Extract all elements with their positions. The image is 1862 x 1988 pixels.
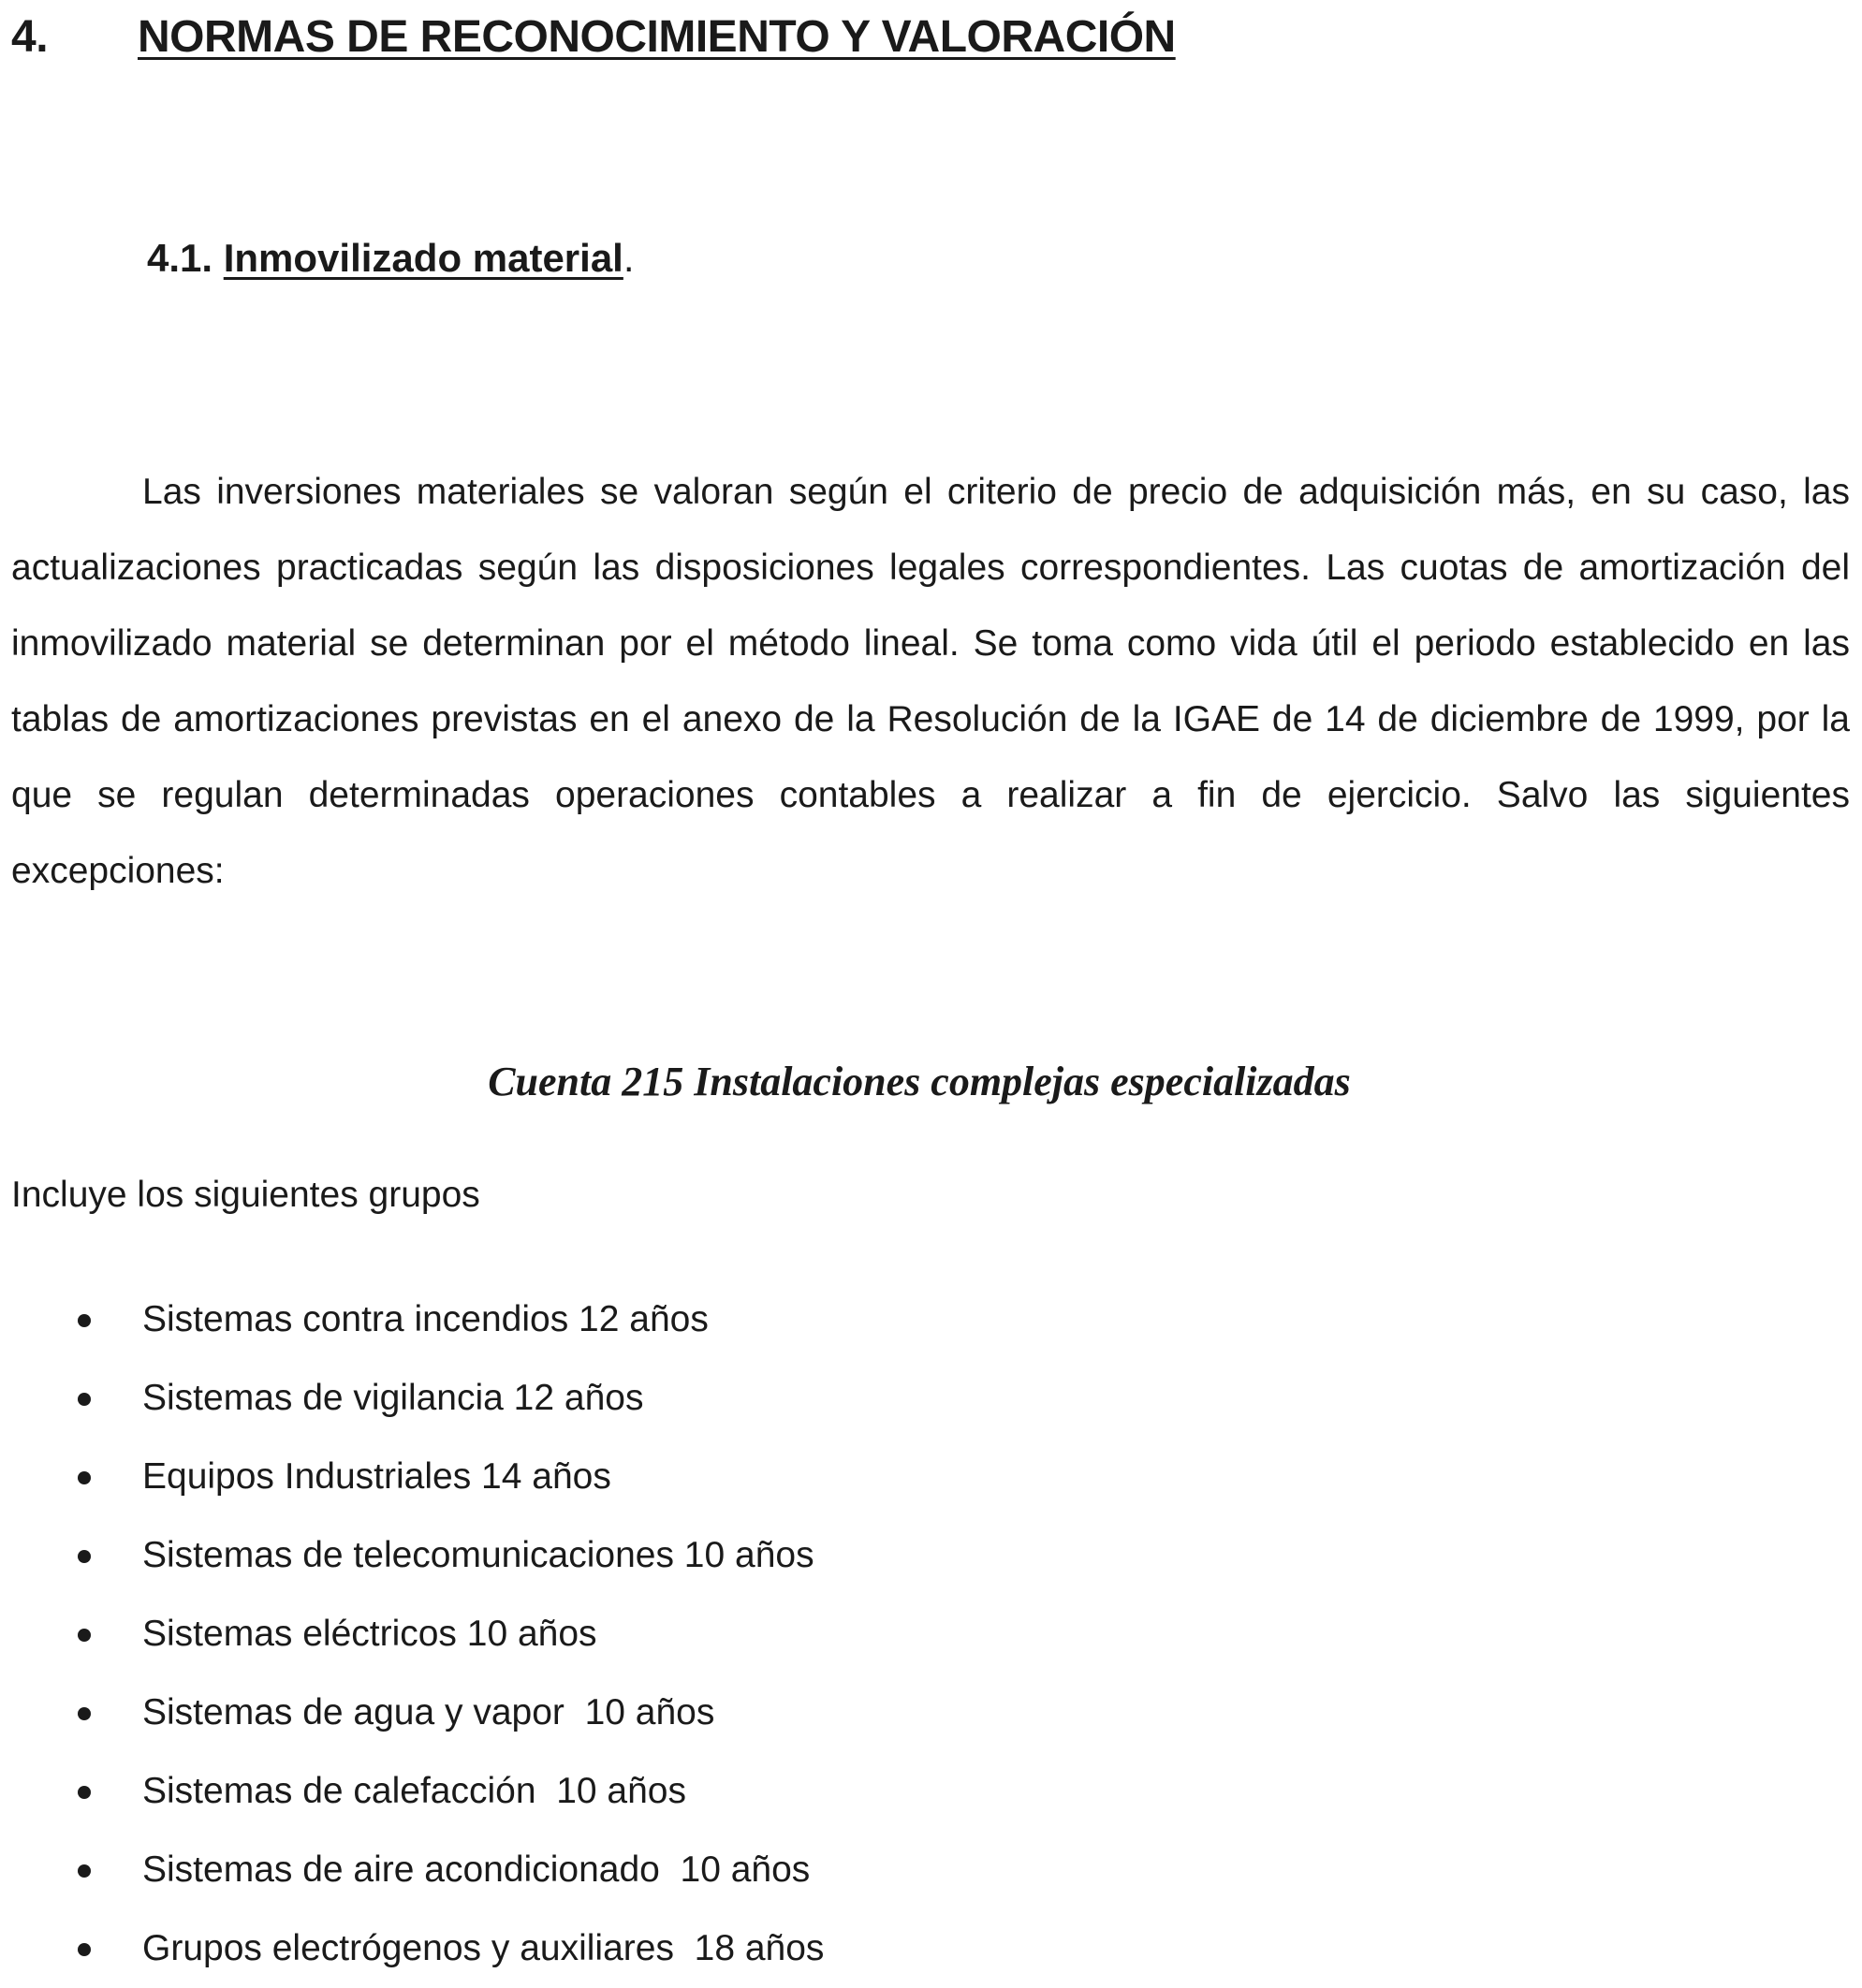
bullet-icon (78, 1471, 91, 1484)
list-item-text: Sistemas de calefacción 10 años (142, 1771, 687, 1811)
list-item-text: Sistemas contra incendios 12 años (142, 1299, 709, 1339)
list-item-text: Sistemas de aire acondicionado 10 años (142, 1849, 811, 1890)
list-item-text: Grupos electrógenos y auxiliares 18 años (142, 1928, 825, 1968)
body-paragraph: Las inversiones materiales se valoran según el criterio de precio de adquisición más, en su caso, las actualizaciones practicadas según las disposiciones legales correspondientes. Las cuotas de amortización del inmovilizado material se determinan por el método lineal. Se toma como vida útil el periodo establecido en las tablas de amortizaciones previstas en el anexo de la Resolución de la IGAE de 14 de diciembre de 1999, por la que se regulan determinadas operaciones contables a realizar a fin de ejercicio. Salvo las siguientes excepciones: (11, 472, 1850, 891)
bullet-icon (78, 1707, 91, 1720)
subsection-title: Inmovilizado material (223, 236, 623, 280)
subsection-heading (147, 236, 635, 281)
list-item-text: Equipos Industriales 14 años (142, 1456, 611, 1497)
section-number: 4. (11, 12, 49, 62)
account-title: Cuenta 215 Instalaciones complejas especializadas (488, 1059, 1351, 1104)
list-item-text: Sistemas de agua y vapor 10 años (142, 1692, 715, 1732)
groups-intro: Incluye los siguientes grupos (11, 1175, 480, 1215)
bullet-icon (78, 1314, 91, 1327)
list-item-text: Sistemas de vigilancia 12 años (142, 1378, 644, 1418)
list-item-text: Sistemas eléctricos 10 años (142, 1614, 597, 1654)
section-title: NORMAS DE RECONOCIMIENTO Y VALORACIÓN (138, 12, 1176, 62)
bullet-icon (78, 1864, 91, 1878)
bullet-icon (78, 1943, 91, 1956)
section-heading (11, 11, 1176, 63)
list-item-text: Sistemas de telecomunicaciones 10 años (142, 1535, 814, 1575)
subsection-trailing-period: . (623, 236, 635, 280)
bullet-icon (78, 1550, 91, 1563)
bullet-icon (78, 1629, 91, 1642)
bullet-icon (78, 1393, 91, 1406)
subsection-number: 4.1. (147, 236, 213, 280)
bullet-icon (78, 1786, 91, 1799)
